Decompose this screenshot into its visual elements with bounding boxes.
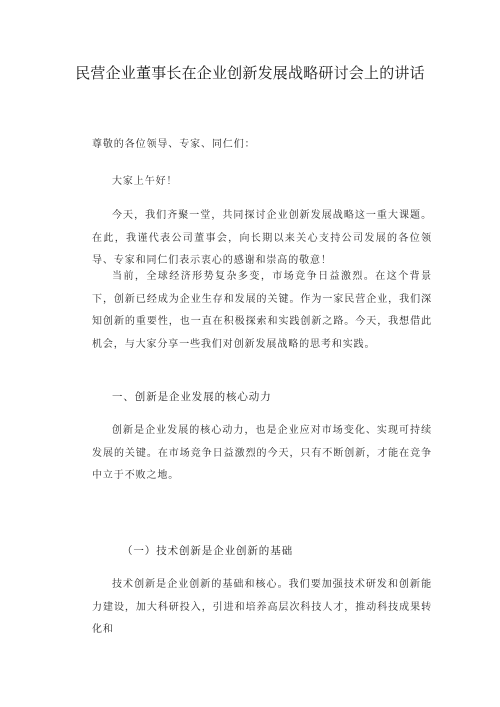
- paragraph-3: 创新是企业发展的核心动力，也是企业应对市场变化、实现可持续发展的关键。在市场竞争日益激烈的今天，只有不断创新，才能在竞争中立于不败之地。: [92, 425, 432, 481]
- section-heading-1: 一、创新是企业发展的核心动力: [112, 391, 272, 403]
- document-title: 民营企业董事长在企业创新发展战略研讨会上的讲话: [75, 64, 425, 82]
- salutation: 尊敬的各位领导、专家、同仁们：: [92, 139, 256, 150]
- paragraph-2: 当前，全球经济形势复杂多变，市场竞争日益激烈。在这个背景下，创新已经成为企业生存和发展的关键。作为一家民营企业，我们深知创新的重要性，也一直在积极探索和实践创新之路。今天，我想借此机会，与大家分享一些我们对创新发展战略的思考和实践。: [92, 271, 432, 350]
- subsection-heading-1: （一）技术创新是企业创新的基础: [122, 545, 293, 557]
- greeting: 大家上午好！: [112, 176, 178, 187]
- paragraph-4: 技术创新是企业创新的基础和核心。我们要加强技术研发和创新能力建设，加大科研投入，引进和培养高层次科技人才，推动科技成果转化和: [92, 579, 432, 635]
- paragraph-1: 今天，我们齐聚一堂，共同探讨企业创新发展战略这一重大课题。在此，我谨代表公司董事会，向长期以来关心支持公司发展的各位领导、专家和同仁们表示衷心的感谢和崇高的敬意！: [92, 210, 432, 266]
